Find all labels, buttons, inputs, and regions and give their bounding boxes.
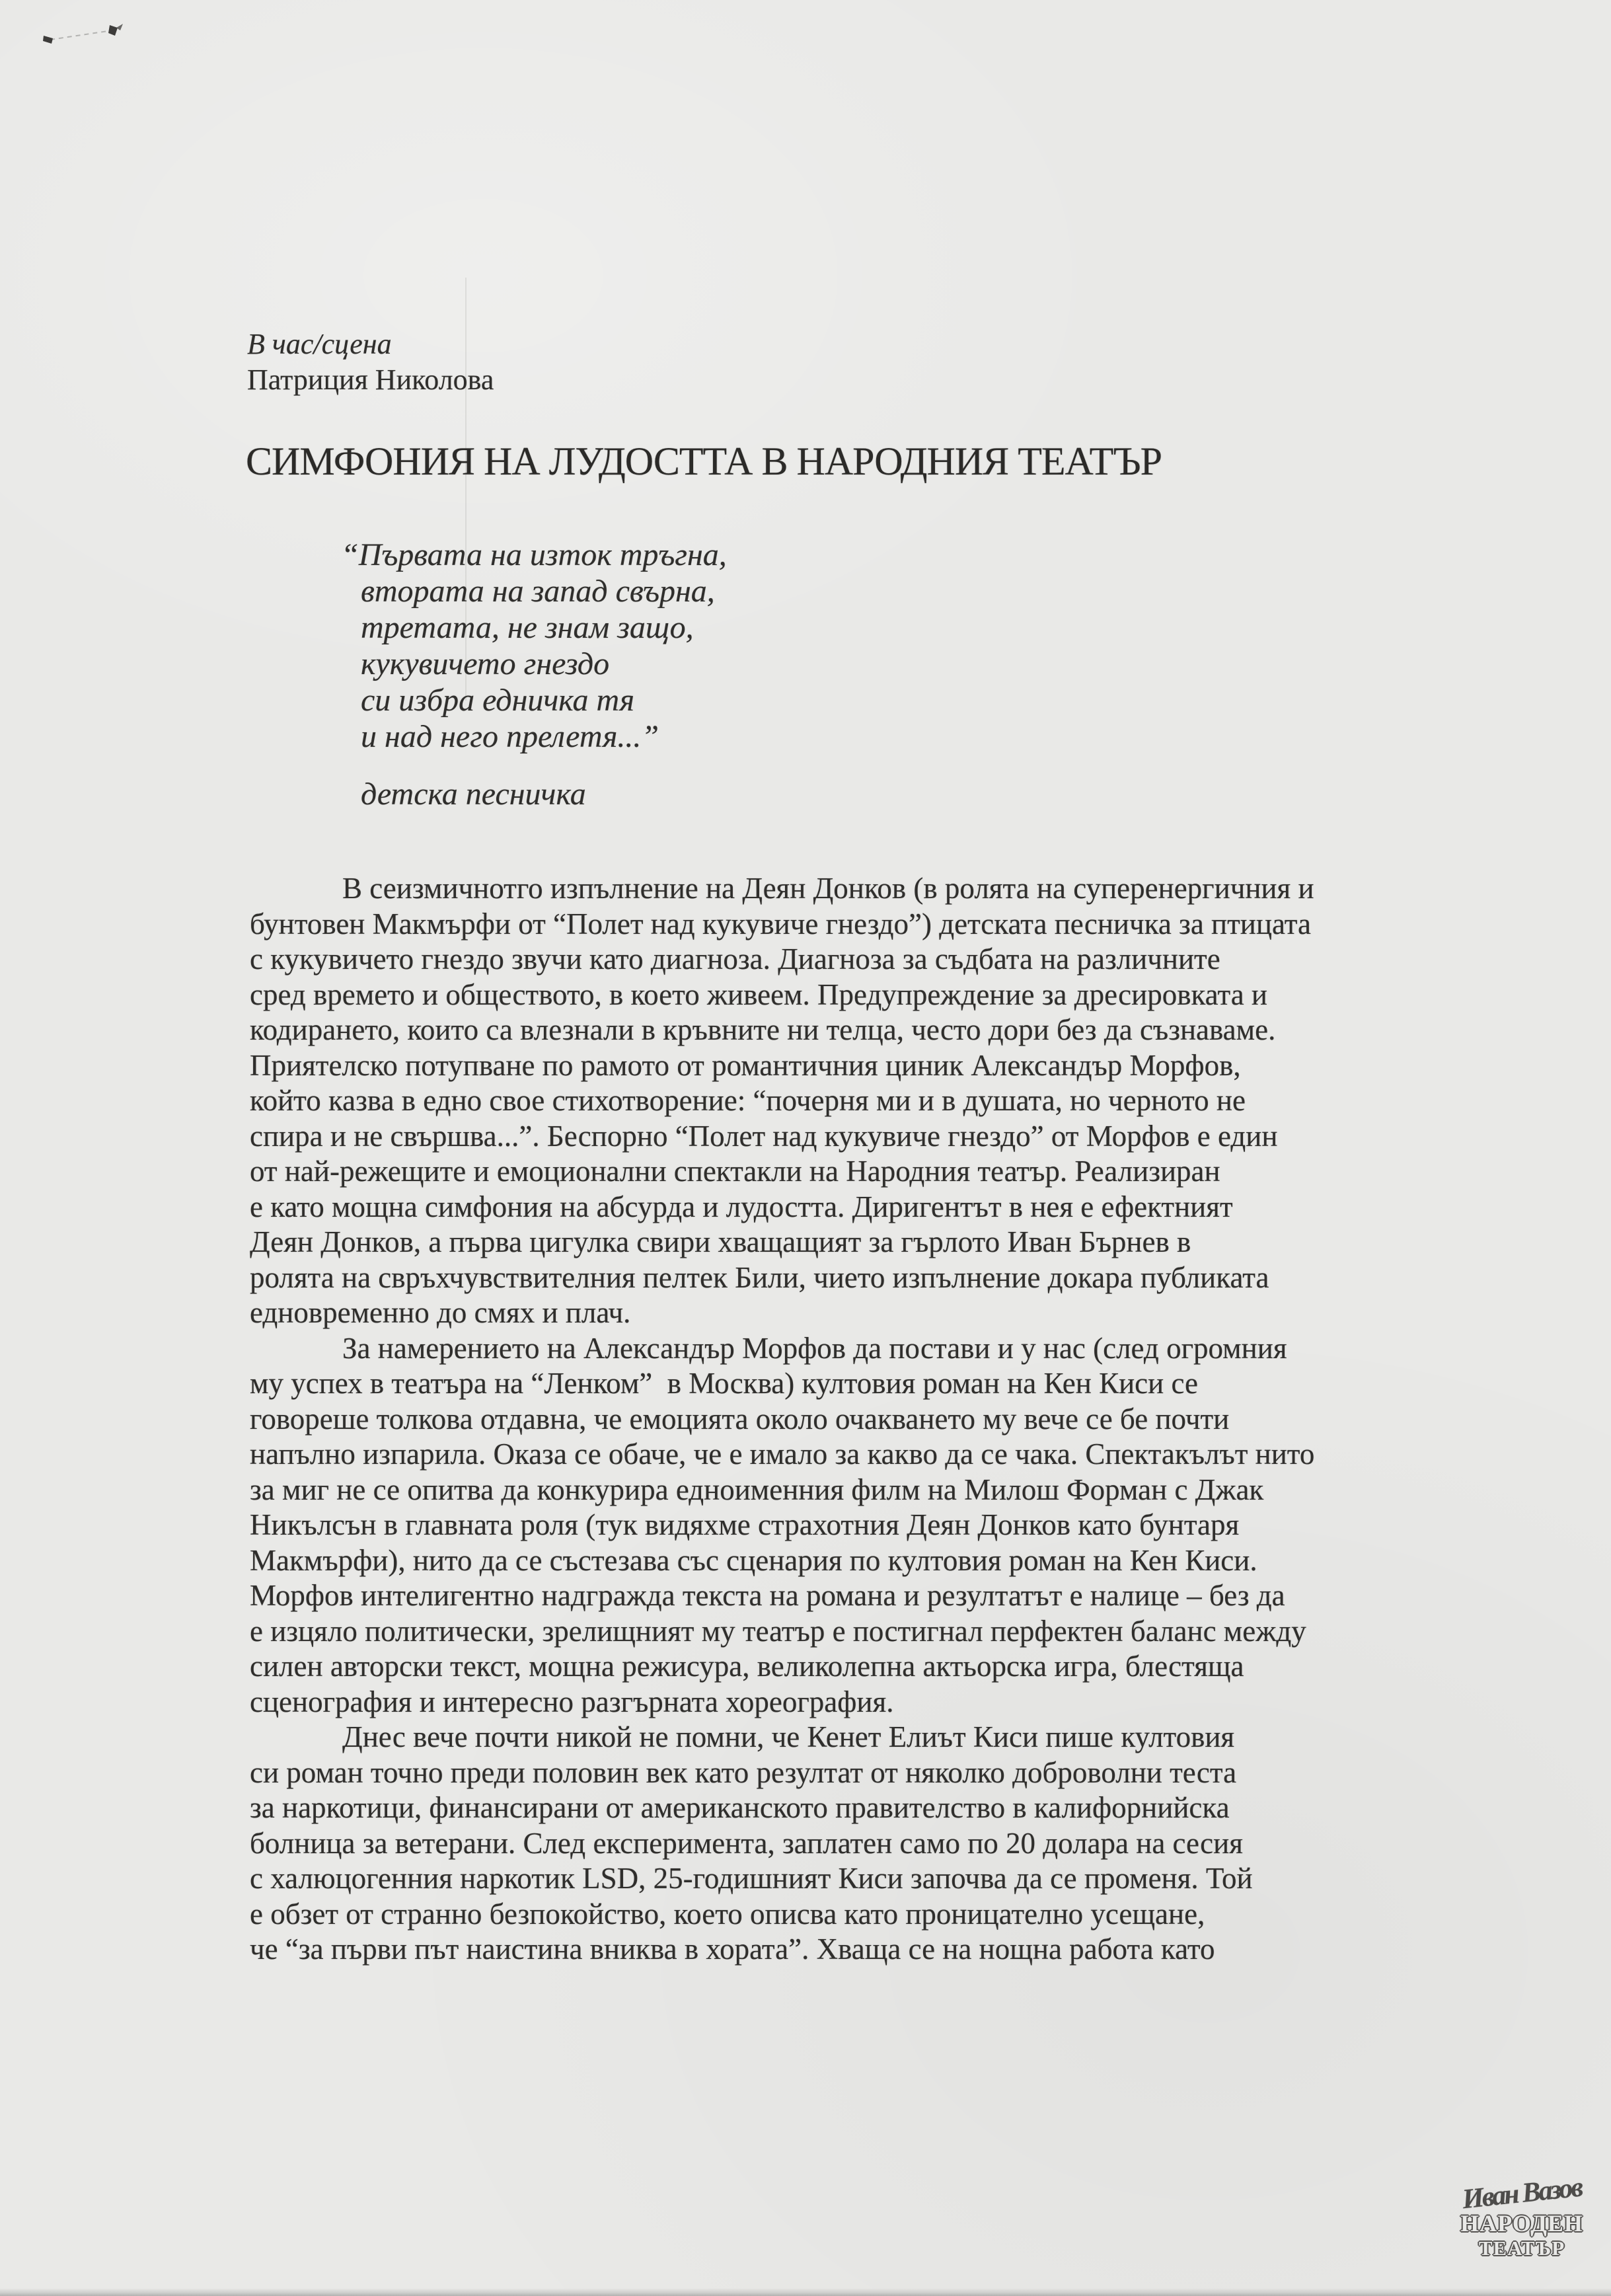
author-byline: Патриция Николова	[247, 364, 494, 396]
text-line: с кукувичето гнездо звучи като диагноза. Диагноза за съдбата на различните	[250, 942, 1220, 976]
text-line: е изцяло политически, зрелищният му театър е постигнал перфектен баланс между	[250, 1614, 1306, 1648]
text-line: За намерението на Александър Морфов да постави и у нас (след огромния	[342, 1331, 1287, 1365]
text-line: Морфов интелигентно надгражда текста на романа и резултатът е налице – без да	[250, 1579, 1285, 1612]
text-line: третата, не знам защо,	[361, 610, 694, 645]
scan-bottom-edge	[0, 2288, 1611, 2296]
text-line: си избра едничка тя	[361, 683, 635, 718]
text-line: Днес вече почти никой не помни, че Кенет Елиът Киси пише култовия	[342, 1720, 1235, 1753]
text-line: кодирането, които са влезнали в кръвните ни телца, често дори без да съзнаваме.	[250, 1013, 1276, 1046]
epigraph-poem	[341, 537, 727, 755]
text-line: “Първата на изток тръгна,	[341, 537, 727, 572]
epigraph-attribution: детска песничка	[361, 777, 586, 812]
text-line: си роман точно преди половин век като резултат от няколко доброволни теста	[250, 1755, 1237, 1789]
text-line: едновременно до смях и плач.	[250, 1296, 631, 1329]
text-line: сценография и интересно разгърната хореография.	[250, 1685, 894, 1718]
text-line: Макмърфи), нито да се състезава със сценария по култовия роман на Кен Киси.	[250, 1543, 1257, 1577]
text-line: спира и не свършва...”. Беспорно “Полет над кукувиче гнездо” от Морфов е един	[250, 1119, 1278, 1153]
text-line: че “за първи път наистина вниква в хората”. Хваща се на нощна работа като	[250, 1932, 1215, 1966]
text-line: му успех в театъра на “Ленком” в Москва) култовия роман на Кен Киси се	[250, 1367, 1198, 1400]
scan-scratch-artifact	[26, 13, 159, 66]
text-line: който казва в едно свое стихотворение: “почерня ми и в душата, но черното не	[250, 1084, 1246, 1117]
text-line: за миг не се опитва да конкурира едноименния филм на Милош Форман с Джак	[250, 1473, 1264, 1506]
text-line: втората на запад свърна,	[361, 574, 715, 609]
text-line: за наркотици, финансирани от американското правителство в калифорнийска	[250, 1791, 1230, 1824]
text-line: Приятелско потупване по рамото от романтичния циник Александър Морфов,	[250, 1048, 1241, 1082]
paragraph	[250, 871, 1314, 1331]
paragraph	[250, 1720, 1314, 1968]
paragraph	[250, 1331, 1314, 1720]
text-line: говореше толкова отдавна, че емоцията около очакването му вече се бе почти	[250, 1402, 1230, 1435]
article-title: СИМФОНИЯ НА ЛУДОСТТА В НАРОДНИЯ ТЕАТЪР	[246, 440, 1162, 483]
logo-text-teatar: ТЕАТЪР	[1478, 2237, 1565, 2260]
text-line: е като мощна симфония на абсурда и лудостта. Диригентът в нея е ефектният	[250, 1190, 1233, 1223]
text-line: Никълсън в главната роля (тук видяхме страхотния Деян Донков като бунтаря	[250, 1508, 1240, 1541]
text-line: напълно изпарила. Оказа се обаче, че е имало за какво да се чака. Спектакълът нито	[250, 1437, 1315, 1471]
logo-script-ivan-vazov: Иван Вазов	[1460, 2172, 1583, 2215]
text-line: ролята на свръхчувствителния пелтек Били, чието изпълнение докара публиката	[250, 1260, 1269, 1294]
article-header	[247, 326, 494, 398]
text-line: В сеизмичнотго изпълнение на Деян Донков (в ролята на суперенергичния и	[342, 872, 1314, 905]
article-body	[250, 871, 1314, 1968]
logo-text-naroden: НАРОДЕН	[1460, 2210, 1583, 2237]
epigraph	[341, 537, 727, 812]
text-line: кукувичето гнездо	[361, 646, 610, 681]
text-line: от най-режещите и емоционални спектакли на Народния театър. Реализиран	[250, 1155, 1220, 1188]
text-line: бунтовен Макмърфи от “Полет над кукувиче гнездо”) детската песничка за птицата	[250, 907, 1311, 940]
text-line: с халюцогенния наркотик LSD, 25-годишният Киси започва да се променя. Той	[250, 1862, 1253, 1895]
rubric: В час/сцена	[247, 328, 392, 360]
national-theatre-logo	[1459, 2172, 1585, 2260]
text-line: сред времето и обществото, в което живеем. Предупреждение за дресировката и	[250, 977, 1267, 1011]
text-line: и над него прелетя...”	[361, 719, 659, 754]
text-line: е обзет от странно безпокойство, което описва като проницателно усещане,	[250, 1897, 1205, 1931]
text-line: болница за ветерани. След експеримента, заплатен само по 20 долара на сесия	[250, 1826, 1243, 1860]
text-line: силен авторски текст, мощна режисура, великолепна актьорска игра, блестяща	[250, 1650, 1244, 1683]
text-line: Деян Донков, а първа цигулка свири хващащият за гърлото Иван Бърнев в	[250, 1225, 1191, 1258]
